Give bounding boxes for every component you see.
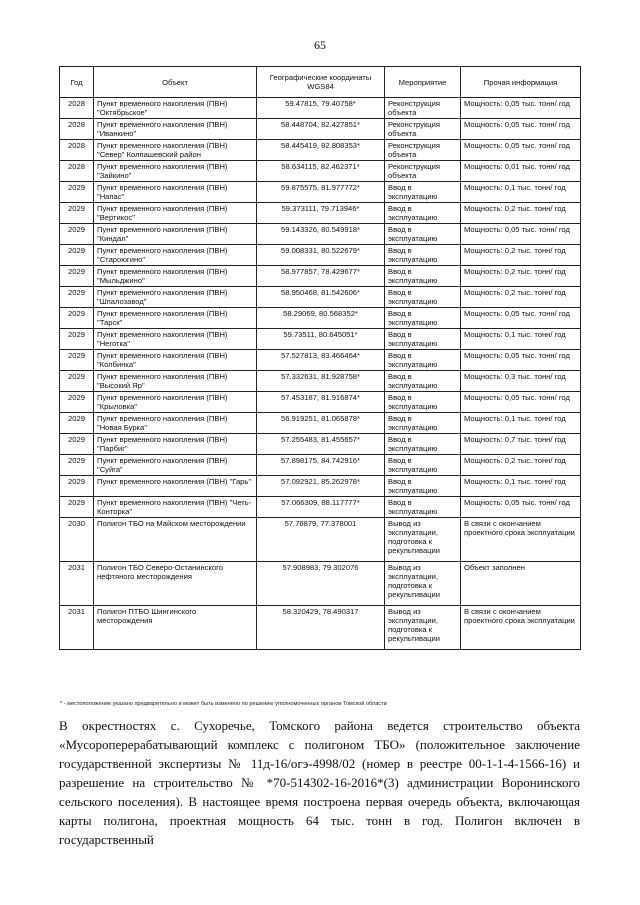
table-row	[60, 182, 581, 203]
cell-measure: Вывод из эксплуатации, подготовка к рекультивации	[385, 562, 461, 606]
cell-year: 2029	[60, 308, 94, 329]
cell-measure: Ввод в эксплуатацию	[385, 308, 461, 329]
cell-coordinates: 59.875575, 81.977772*	[257, 182, 385, 203]
cell-other-info: В связи с окончанием проектного срока эксплуатации	[461, 606, 581, 650]
header-other-info: Прочая информация	[461, 67, 581, 98]
cell-coordinates: 57.453187, 81.916874*	[257, 392, 385, 413]
cell-measure: Реконструкция объекта	[385, 161, 461, 182]
cell-measure: Ввод в эксплуатацию	[385, 434, 461, 455]
table-row	[60, 497, 581, 518]
cell-object: Пункт временного накопления (ПВН) "Четь-Конторка"	[94, 497, 257, 518]
cell-year: 2029	[60, 371, 94, 392]
cell-measure: Ввод в эксплуатацию	[385, 287, 461, 308]
cell-other-info: Мощность: 0,3 тыс. тонн/ год	[461, 371, 581, 392]
cell-year: 2029	[60, 329, 94, 350]
cell-coordinates: 56.919251, 81.065878*	[257, 413, 385, 434]
cell-year: 2029	[60, 203, 94, 224]
table-row	[60, 224, 581, 245]
cell-object: Пункт временного накопления (ПВН) "Неготка"	[94, 329, 257, 350]
cell-other-info: Мощность: 0,05 тыс. тонн/ год	[461, 497, 581, 518]
cell-object: Пункт временного накопления (ПВН) "Колбинка"	[94, 350, 257, 371]
cell-measure: Ввод в эксплуатацию	[385, 497, 461, 518]
cell-measure: Ввод в эксплуатацию	[385, 203, 461, 224]
cell-object: Пункт временного накопления (ПВН) "Крыловка"	[94, 392, 257, 413]
cell-year: 2028	[60, 140, 94, 161]
table-row	[60, 266, 581, 287]
cell-object: Пункт временного накопления (ПВН) "Новая Бурка"	[94, 413, 257, 434]
cell-measure: Ввод в эксплуатацию	[385, 413, 461, 434]
table-row	[60, 308, 581, 329]
cell-year: 2029	[60, 455, 94, 476]
cell-object: Пункт временного накопления (ПВН) "Север" Колпашевский район	[94, 140, 257, 161]
table-row	[60, 434, 581, 455]
cell-coordinates: 57.898175, 84.742916*	[257, 455, 385, 476]
table-row	[60, 371, 581, 392]
cell-object: Пункт временного накопления (ПВН) "Вертикос"	[94, 203, 257, 224]
cell-year: 2029	[60, 476, 94, 497]
table-row	[60, 562, 581, 606]
cell-other-info: Мощность: 0,2 тыс. тонн/ год	[461, 287, 581, 308]
cell-coordinates: 58.634115, 82.462371*	[257, 161, 385, 182]
header-coordinates: Географические координаты WGS84	[257, 67, 385, 98]
cell-year: 2029	[60, 434, 94, 455]
table-row	[60, 245, 581, 266]
table-row	[60, 329, 581, 350]
cell-object: Пункт временного накопления (ПВН) "Староюгино"	[94, 245, 257, 266]
cell-measure: Ввод в эксплуатацию	[385, 476, 461, 497]
table-row	[60, 350, 581, 371]
cell-measure: Ввод в эксплуатацию	[385, 329, 461, 350]
cell-year: 2028	[60, 161, 94, 182]
cell-other-info: Мощность: 0,2 тыс. тонн/ год	[461, 203, 581, 224]
cell-coordinates: 58.977857, 78.429677*	[257, 266, 385, 287]
cell-measure: Ввод в эксплуатацию	[385, 350, 461, 371]
cell-year: 2031	[60, 606, 94, 650]
table-row	[60, 518, 581, 562]
cell-other-info: Мощность: 0,1 тыс. тонн/ год	[461, 329, 581, 350]
table-row	[60, 287, 581, 308]
cell-measure: Реконструкция объекта	[385, 140, 461, 161]
cell-object: Пункт временного накопления (ПВН) "Напас"	[94, 182, 257, 203]
cell-object: Полигон ТБО Северо-Останинского нефтяного месторождения	[94, 562, 257, 606]
cell-other-info: Мощность: 0,1 тыс. тонн/ год	[461, 476, 581, 497]
table-row	[60, 392, 581, 413]
cell-coordinates: 57.332631, 81.928758*	[257, 371, 385, 392]
cell-measure: Ввод в эксплуатацию	[385, 371, 461, 392]
cell-year: 2029	[60, 392, 94, 413]
cell-object: Полигон ПТБО Шингинского месторождения	[94, 606, 257, 650]
cell-other-info: Мощность: 0,05 тыс. тонн/ год	[461, 308, 581, 329]
cell-other-info: Мощность: 0,7 тыс. тонн/ год	[461, 434, 581, 455]
cell-object: Пункт временного накопления (ПВН) "Шпалозавод"	[94, 287, 257, 308]
cell-other-info: Мощность: 0,1 тыс. тонн/ год	[461, 413, 581, 434]
cell-coordinates: 58.448704, 82.427851*	[257, 119, 385, 140]
cell-coordinates: 57.092921, 85.262978*	[257, 476, 385, 497]
cell-year: 2029	[60, 266, 94, 287]
cell-coordinates: 58.950468, 81.542606*	[257, 287, 385, 308]
cell-coordinates: 58.29069, 80.568352*	[257, 308, 385, 329]
cell-measure: Реконструкция объекта	[385, 98, 461, 119]
header-year: Год	[60, 67, 94, 98]
cell-measure: Ввод в эксплуатацию	[385, 455, 461, 476]
cell-object: Пункт временного накопления (ПВН) "Гарь"	[94, 476, 257, 497]
header-measure: Мероприятие	[385, 67, 461, 98]
table-row	[60, 455, 581, 476]
cell-other-info: Мощность: 0,05 тыс. тонн/ год	[461, 119, 581, 140]
cell-coordinates: 57.527813, 83.466464*	[257, 350, 385, 371]
cell-object: Пункт временного накопления (ПВН) "Суйга"	[94, 455, 257, 476]
cell-year: 2028	[60, 98, 94, 119]
facilities-table	[59, 66, 581, 650]
table-row	[60, 203, 581, 224]
cell-measure: Вывод из эксплуатации, подготовка к рекультивации	[385, 606, 461, 650]
cell-object: Пункт временного накопления (ПВН) "Зайкино"	[94, 161, 257, 182]
cell-year: 2029	[60, 245, 94, 266]
cell-object: Пункт временного накопления (ПВН) "Иванкино"	[94, 119, 257, 140]
cell-measure: Реконструкция объекта	[385, 119, 461, 140]
cell-object: Пункт временного накопления (ПВН) "Октябрьское"	[94, 98, 257, 119]
table-row	[60, 476, 581, 497]
cell-coordinates: 57.255483, 81.455657*	[257, 434, 385, 455]
cell-coordinates: 57.908983, 79.302076	[257, 562, 385, 606]
cell-measure: Ввод в эксплуатацию	[385, 392, 461, 413]
cell-year: 2029	[60, 182, 94, 203]
cell-other-info: Мощность: 0,2 тыс. тонн/ год	[461, 266, 581, 287]
cell-other-info: Мощность: 0,2 тыс. тонн/ год	[461, 245, 581, 266]
cell-year: 2029	[60, 287, 94, 308]
header-object: Объект	[94, 67, 257, 98]
cell-measure: Ввод в эксплуатацию	[385, 182, 461, 203]
cell-year: 2029	[60, 497, 94, 518]
table-row	[60, 119, 581, 140]
cell-coordinates: 57.066309, 88.117777*	[257, 497, 385, 518]
cell-other-info: Мощность: 0,05 тыс. тонн/ год	[461, 98, 581, 119]
cell-coordinates: 59.143326, 80.549918*	[257, 224, 385, 245]
cell-other-info: В связи с окончанием проектного срока эксплуатации	[461, 518, 581, 562]
cell-coordinates: 58.445419, 82.808353*	[257, 140, 385, 161]
cell-object: Пункт временного накопления (ПВН) "Киндал"	[94, 224, 257, 245]
body-paragraph: В окрестностях с. Сухоречье, Томского района ведется строительство объекта «Мусороперерабатывающий комплекс с полигоном ТБО» (положительное заключение государственной экспертизы № 11д-16/огэ-4998/02 (номер в реестре 00-1-1-4-1566-16) и разрешение на строительство № *70-514302-16-2016*(3) администрации Воронинского сельского поселения). В настоящее время построена первая очередь объекта, включающая карты полигона, проектная мощность 64 тыс. тонн в год. Полигон включен в государственный	[59, 718, 580, 847]
cell-coordinates: 59.73511, 80.645051*	[257, 329, 385, 350]
table-row	[60, 140, 581, 161]
cell-coordinates: 58.320429, 78.490317	[257, 606, 385, 650]
table-row	[60, 98, 581, 119]
cell-year: 2029	[60, 413, 94, 434]
cell-object: Пункт временного накопления (ПВН) "Мыльджино"	[94, 266, 257, 287]
cell-object: Пункт временного накопления (ПВН) "Тарск"	[94, 308, 257, 329]
cell-measure: Ввод в эксплуатацию	[385, 266, 461, 287]
cell-coordinates: 57.76879, 77.378001	[257, 518, 385, 562]
cell-other-info: Мощность: 0,05 тыс. тонн/ год	[461, 392, 581, 413]
cell-coordinates: 59.008331, 80.522679*	[257, 245, 385, 266]
cell-other-info: Мощность: 0,05 тыс. тонн/ год	[461, 224, 581, 245]
table-row	[60, 413, 581, 434]
page-number: 65	[314, 38, 326, 52]
table-row	[60, 161, 581, 182]
cell-other-info: Мощность: 0,01 тыс. тонн/ год	[461, 161, 581, 182]
cell-year: 2029	[60, 350, 94, 371]
footnote: * - местоположение указано предварительно и может быть изменено по решению уполномоченных органов Томской области	[60, 701, 387, 707]
cell-year: 2030	[60, 518, 94, 562]
cell-year: 2029	[60, 224, 94, 245]
cell-object: Полигон ТБО на Майском месторождении	[94, 518, 257, 562]
cell-year: 2031	[60, 562, 94, 606]
table-header-row	[60, 67, 581, 98]
cell-coordinates: 59.47815, 79.40758*	[257, 98, 385, 119]
cell-measure: Вывод из эксплуатации, подготовка к рекультивации	[385, 518, 461, 562]
table-row	[60, 606, 581, 650]
cell-other-info: Мощность: 0,05 тыс. тонн/ год	[461, 350, 581, 371]
cell-other-info: Мощность: 0,2 тыс. тонн/ год	[461, 455, 581, 476]
cell-year: 2028	[60, 119, 94, 140]
cell-other-info: Мощность: 0,05 тыс. тонн/ год	[461, 140, 581, 161]
cell-measure: Ввод в эксплуатацию	[385, 224, 461, 245]
cell-other-info: Мощность: 0,1 тыс. тонн/ год	[461, 182, 581, 203]
cell-coordinates: 59.373111, 79.713946*	[257, 203, 385, 224]
cell-measure: Ввод в эксплуатацию	[385, 245, 461, 266]
cell-other-info: Объект заполнен	[461, 562, 581, 606]
cell-object: Пункт временного накопления (ПВН) "Парбиг"	[94, 434, 257, 455]
cell-object: Пункт временного накопления (ПВН) "Высокий Яр"	[94, 371, 257, 392]
